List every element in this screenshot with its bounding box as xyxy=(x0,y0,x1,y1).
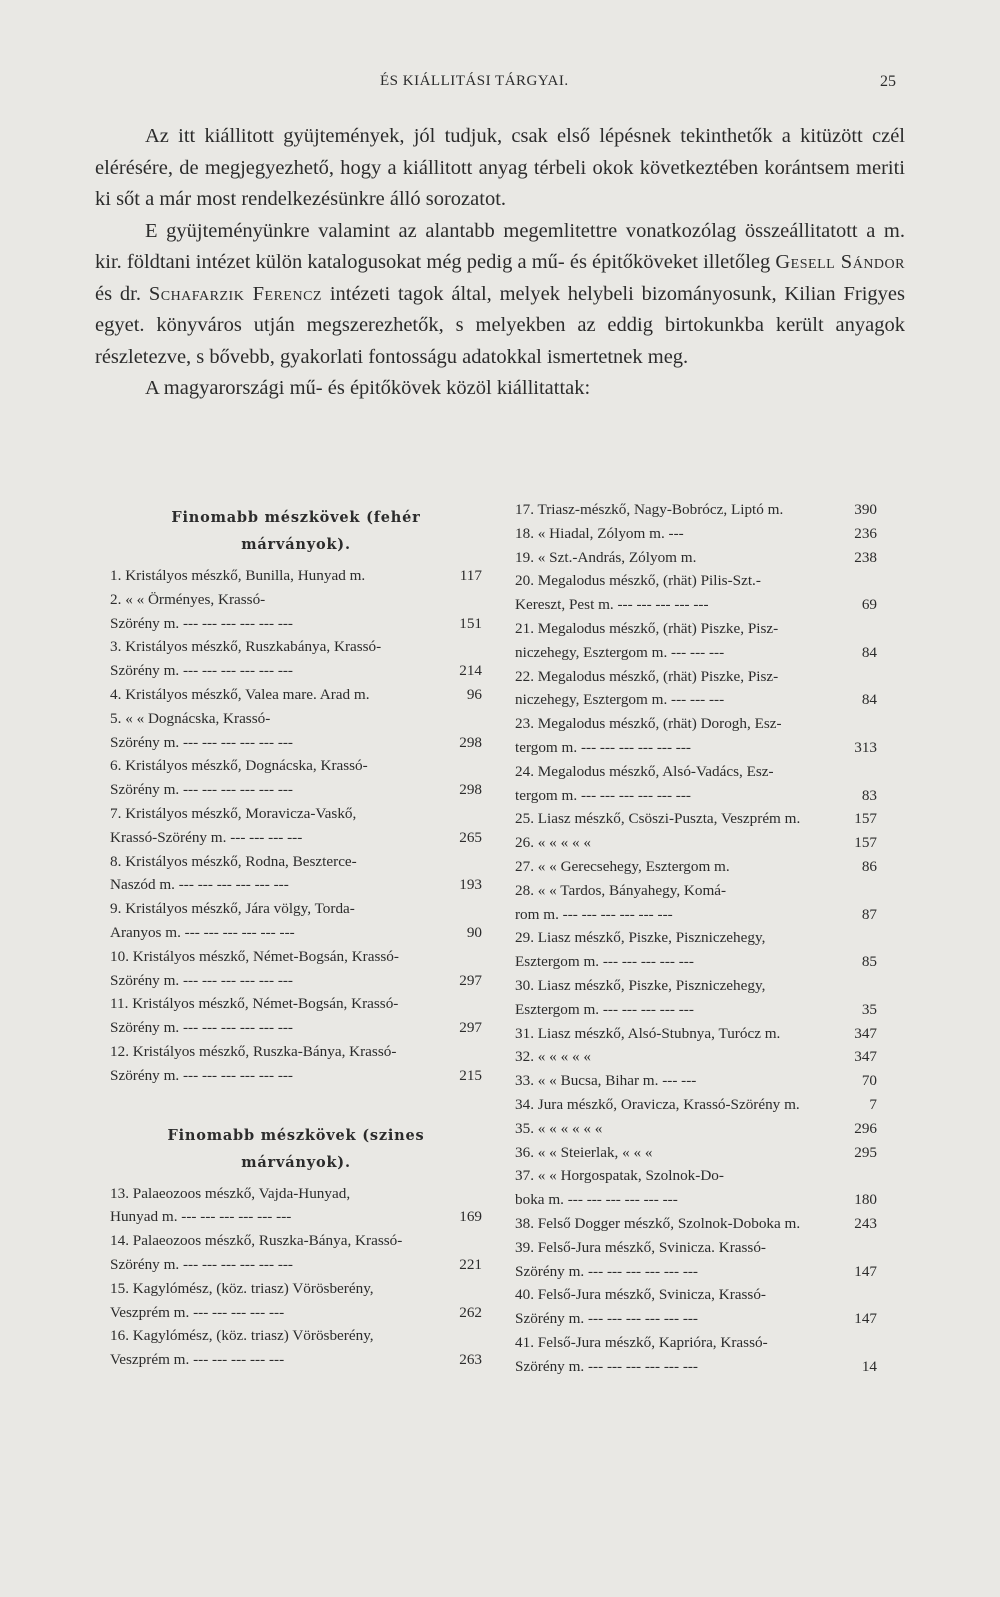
catalogue-entry xyxy=(515,498,877,522)
entry-count: 296 xyxy=(854,1119,877,1137)
entry-line: Szörény m. --- --- --- --- --- --- xyxy=(110,1019,293,1037)
entry-line: 13. Palaeozoos mészkő, Vajda-Hunyad, xyxy=(110,1184,351,1202)
catalogue-entry xyxy=(110,1229,482,1277)
catalogue-entry xyxy=(515,1283,877,1331)
entry-line: Szörény m. --- --- --- --- --- --- xyxy=(515,1262,698,1280)
intro-p2-part-a: E gyüjteményünkre valamint az alantabb megemlitettre vonatkozólag összeállitatott a m. kir. földtani intézet külön katalogusokat még pedig a mű- és épitőköveket illetőleg xyxy=(95,219,905,273)
left-column xyxy=(110,504,482,1372)
entry-line: boka m. --- --- --- --- --- --- xyxy=(515,1191,678,1209)
catalogue-entry xyxy=(110,1040,482,1088)
catalogue-entry xyxy=(110,992,482,1040)
entry-line: Kereszt, Pest m. --- --- --- --- --- xyxy=(515,596,709,614)
entry-line: Hunyad m. --- --- --- --- --- --- xyxy=(110,1208,292,1226)
entry-text xyxy=(515,760,843,808)
entry-line: 38. Felső Dogger mészkő, Szolnok-Doboka m. xyxy=(515,1214,801,1232)
entry-line: Szörény m. --- --- --- --- --- --- xyxy=(515,1310,698,1328)
catalogue-entry xyxy=(110,754,482,802)
entry-count: 69 xyxy=(861,596,877,614)
entry-text xyxy=(515,498,843,522)
catalogue-entry xyxy=(110,945,482,993)
entry-line: 22. Megalodus mészkő, (rhät) Piszke, Pisz- xyxy=(515,667,779,685)
catalogue-entry xyxy=(515,831,877,855)
entry-text xyxy=(110,754,448,802)
entry-line: 30. Liasz mészkő, Piszke, Piszniczehegy, xyxy=(515,976,766,994)
entry-count: 35 xyxy=(861,1000,877,1018)
entry-count: 221 xyxy=(459,1255,482,1273)
catalogue-entry xyxy=(515,926,877,974)
entry-text xyxy=(515,1212,843,1236)
entry-line: 32. « « « « « xyxy=(515,1048,591,1066)
entry-count: 297 xyxy=(459,1019,482,1037)
entry-line: Veszprém m. --- --- --- --- --- xyxy=(110,1303,285,1321)
entry-text xyxy=(515,1236,843,1284)
entry-count: 298 xyxy=(459,733,482,751)
entry-text xyxy=(110,1229,448,1277)
entry-count: 157 xyxy=(854,834,877,852)
entry-count: 84 xyxy=(861,643,877,661)
intro-paragraph-3: A magyarországi mű- és épitőkövek közöl kiállitattak: xyxy=(145,377,591,399)
entry-line: 4. Kristályos mészkő, Valea mare. Arad m. xyxy=(110,685,370,703)
catalogue-entry xyxy=(515,1117,877,1141)
entry-text xyxy=(110,588,448,636)
entry-list-coloured-marble xyxy=(110,1182,482,1372)
catalogue-entry xyxy=(110,1182,482,1230)
entry-line: 34. Jura mészkő, Oravicza, Krassó-Szörény m. xyxy=(515,1095,800,1113)
entry-text xyxy=(110,945,448,993)
entry-text xyxy=(515,855,843,879)
entry-line: 1. Kristályos mészkő, Bunilla, Hunyad m. xyxy=(110,567,366,584)
section-title-line: Finomabb mészkövek (szines xyxy=(167,1126,425,1144)
entry-line: Szörény m. --- --- --- --- --- --- xyxy=(110,733,293,751)
entry-line: 7. Kristályos mészkő, Moravicza-Vaskő, xyxy=(110,804,357,822)
entry-text xyxy=(110,1182,448,1230)
entry-text xyxy=(110,564,448,588)
catalogue-entry xyxy=(110,1324,482,1372)
entry-count: 7 xyxy=(869,1095,877,1113)
entry-text xyxy=(515,974,843,1022)
entry-count: 347 xyxy=(854,1048,877,1066)
entry-line: 5. « « Dognácska, Krassó- xyxy=(110,709,271,727)
entry-text xyxy=(110,707,448,755)
entry-line: niczehegy, Esztergom m. --- --- --- xyxy=(515,691,725,709)
entry-count: 84 xyxy=(861,691,877,709)
catalogue-entry xyxy=(515,855,877,879)
entry-line: 3. Kristályos mészkő, Ruszkabánya, Krassó- xyxy=(110,638,382,656)
entry-count: 347 xyxy=(854,1024,877,1042)
intro-paragraph-2 xyxy=(95,216,905,374)
catalogue-entry xyxy=(515,1164,877,1212)
entry-count: 87 xyxy=(861,905,877,923)
entry-list-white-marble xyxy=(110,564,482,1088)
entry-text xyxy=(110,992,448,1040)
entry-line: Szörény m. --- --- --- --- --- --- xyxy=(515,1357,698,1375)
entry-line: niczehegy, Esztergom m. --- --- --- xyxy=(515,643,725,661)
entry-line: 9. Kristályos mészkő, Jára völgy, Torda- xyxy=(110,900,355,918)
entry-line: Szörény m. --- --- --- --- --- --- xyxy=(110,1066,293,1084)
entry-text xyxy=(515,1069,843,1093)
entry-line: 2. « « Örményes, Krassó- xyxy=(110,590,266,608)
page-number: 25 xyxy=(880,73,896,90)
entry-text xyxy=(110,1040,448,1088)
catalogue-entry xyxy=(515,1045,877,1069)
entry-count: 263 xyxy=(459,1351,482,1369)
entry-line: 23. Megalodus mészkő, (rhät) Dorogh, Esz- xyxy=(515,715,782,733)
entry-count: 83 xyxy=(861,786,877,804)
entry-line: 24. Megalodus mészkő, Alsó-Vadács, Esz- xyxy=(515,762,774,780)
entry-line: Szörény m. --- --- --- --- --- --- xyxy=(110,614,293,632)
entry-text xyxy=(110,635,448,683)
intro-p2-part-b: és dr. xyxy=(95,282,149,305)
section-title-white-marble xyxy=(110,504,482,558)
entry-line: Krassó-Szörény m. --- --- --- --- xyxy=(110,828,303,846)
catalogue-entry xyxy=(110,588,482,636)
catalogue-entry xyxy=(110,635,482,683)
entry-line: 20. Megalodus mészkő, (rhät) Pilis-Szt.- xyxy=(515,572,761,590)
entry-count: 214 xyxy=(459,662,482,680)
author-name-schafarzik: Schafarzik Ferencz xyxy=(148,282,322,305)
entry-line: 33. « « Bucsa, Bihar m. --- --- xyxy=(515,1072,697,1090)
entry-text xyxy=(515,1022,843,1046)
entry-line: Szörény m. --- --- --- --- --- --- xyxy=(110,781,293,799)
catalogue-entry xyxy=(110,802,482,850)
entry-line: 6. Kristályos mészkő, Dognácska, Krassó- xyxy=(110,757,368,775)
entry-line: 28. « « Tardos, Bányahegy, Komá- xyxy=(515,881,727,899)
entry-count: 193 xyxy=(459,876,482,894)
entry-text xyxy=(515,665,843,713)
entry-count: 85 xyxy=(861,953,877,971)
entry-line: 40. Felső-Jura mészkő, Svinicza, Krassó- xyxy=(515,1286,766,1304)
entry-count: 297 xyxy=(459,971,482,989)
entry-line: rom m. --- --- --- --- --- --- xyxy=(515,905,673,923)
entry-list-right xyxy=(515,498,877,1378)
entry-line: 27. « « Gerecsehegy, Esztergom m. xyxy=(515,857,730,875)
entry-line: Veszprém m. --- --- --- --- --- xyxy=(110,1351,285,1369)
catalogue-entry xyxy=(515,1141,877,1165)
catalogue-entry xyxy=(515,807,877,831)
entry-text xyxy=(515,1045,843,1069)
catalogue-entry xyxy=(110,564,482,588)
entry-line: 21. Megalodus mészkő, (rhät) Piszke, Pisz- xyxy=(515,619,779,637)
catalogue-entry xyxy=(515,1093,877,1117)
catalogue-entry xyxy=(515,569,877,617)
catalogue-entry xyxy=(110,850,482,898)
entry-line: 12. Kristályos mészkő, Ruszka-Bánya, Krassó- xyxy=(110,1042,397,1060)
entry-count: 390 xyxy=(854,501,877,518)
entry-line: 18. « Hiadal, Zólyom m. --- xyxy=(515,524,684,542)
entry-line: 11. Kristályos mészkő, Német-Bogsán, Krassó- xyxy=(110,995,399,1013)
catalogue-entry xyxy=(110,897,482,945)
entry-text xyxy=(110,683,448,707)
entry-line: 37. « « Horgospatak, Szolnok-Do- xyxy=(515,1167,724,1185)
entry-text xyxy=(515,1117,843,1141)
section-title-line: márványok). xyxy=(241,536,351,553)
intro-p2-part-c: intézeti tagok által, melyek helybeli bizományosunk, Kilian Frigyes egyet. könyváros utján megszerezhetők, s melyekben az eddig birtokunkba került anyagok részletezve, s bővebb, gyakorlati fontosságu adatokkal ismertetnek meg. xyxy=(95,282,905,368)
entry-line: Szörény m. --- --- --- --- --- --- xyxy=(110,971,293,989)
entry-count: 14 xyxy=(861,1357,877,1375)
entry-count: 86 xyxy=(861,857,877,875)
entry-line: 19. « Szt.-András, Zólyom m. xyxy=(515,548,697,566)
entry-text xyxy=(515,1164,843,1212)
entry-line: 31. Liasz mészkő, Alsó-Stubnya, Turócz m. xyxy=(515,1024,781,1042)
entry-count: 243 xyxy=(854,1214,877,1232)
entry-count: 90 xyxy=(466,923,482,941)
catalogue-entry xyxy=(110,683,482,707)
catalogue-entry xyxy=(515,617,877,665)
entry-count: 298 xyxy=(459,781,482,799)
entry-line: 41. Felső-Jura mészkő, Kaprióra, Krassó- xyxy=(515,1333,768,1351)
entry-line: 36. « « Steierlak, « « « xyxy=(515,1143,653,1161)
right-column xyxy=(515,498,877,1378)
entry-line: 25. Liasz mészkő, Csöszi-Puszta, Veszprém m. xyxy=(515,810,801,828)
entry-count: 70 xyxy=(861,1072,877,1090)
catalogue-entry xyxy=(110,1277,482,1325)
entry-text xyxy=(515,712,843,760)
entry-text xyxy=(515,831,843,855)
entry-text xyxy=(515,926,843,974)
entry-count: 117 xyxy=(459,567,482,584)
entry-text xyxy=(110,1277,448,1325)
entry-line: Esztergom m. --- --- --- --- --- xyxy=(515,953,694,971)
entry-line: Szörény m. --- --- --- --- --- --- xyxy=(110,662,293,680)
section-title-line: márványok). xyxy=(241,1153,351,1171)
entry-count: 236 xyxy=(854,524,877,542)
entry-text xyxy=(515,807,843,831)
entry-line: 8. Kristályos mészkő, Rodna, Beszterce- xyxy=(110,852,357,870)
entry-line: Szörény m. --- --- --- --- --- --- xyxy=(110,1255,293,1273)
entry-line: 16. Kagylómész, (köz. triasz) Vörösberény, xyxy=(110,1327,374,1345)
entry-count: 157 xyxy=(854,810,877,828)
catalogue-entry xyxy=(515,1331,877,1379)
entry-text xyxy=(110,850,448,898)
running-header: ÉS KIÁLLITÁSI TÁRGYAI. xyxy=(380,73,569,89)
catalogue-entry xyxy=(515,879,877,927)
entry-line: Aranyos m. --- --- --- --- --- --- xyxy=(110,923,295,941)
entry-text xyxy=(515,522,843,546)
entry-text xyxy=(515,546,843,570)
entry-text xyxy=(110,1324,448,1372)
entry-text xyxy=(515,617,843,665)
entry-count: 265 xyxy=(459,828,482,846)
author-name-gesell: Gesell Sándor xyxy=(775,251,905,273)
catalogue-entry xyxy=(515,712,877,760)
entry-text xyxy=(515,1141,843,1165)
catalogue-entry xyxy=(515,760,877,808)
entry-count: 151 xyxy=(459,614,482,632)
entry-count: 238 xyxy=(854,548,877,566)
intro-paragraph-1: Az itt kiállitott gyüjtemények, jól tudjuk, csak első lépésnek tekinthetők a kitüzött czél elérésére, de megjegyezhető, hogy a kiállitott anyag térbeli okok következtében korántsem meriti ki sőt a már most rendelkezésünkre álló sorozatot. xyxy=(95,125,905,210)
entry-text xyxy=(515,569,843,617)
entry-line: Naszód m. --- --- --- --- --- --- xyxy=(110,876,289,894)
entry-count: 262 xyxy=(459,1303,482,1321)
entry-line: tergom m. --- --- --- --- --- --- xyxy=(515,786,691,804)
entry-text xyxy=(110,897,448,945)
entry-count: 295 xyxy=(854,1143,877,1161)
catalogue-entry xyxy=(515,522,877,546)
entry-text xyxy=(515,1283,843,1331)
catalogue-entry xyxy=(515,1069,877,1093)
entry-line: 35. « « « « « « xyxy=(515,1119,603,1137)
entry-count: 96 xyxy=(466,685,482,703)
catalogue-entry xyxy=(515,665,877,713)
entry-text xyxy=(515,1093,843,1117)
entry-count: 180 xyxy=(854,1191,877,1209)
entry-line: tergom m. --- --- --- --- --- --- xyxy=(515,738,691,756)
catalogue-entry xyxy=(515,1022,877,1046)
entry-line: 39. Felső-Jura mészkő, Svinicza. Krassó- xyxy=(515,1238,766,1256)
entry-line: 26. « « « « « xyxy=(515,834,591,852)
catalogue-entry xyxy=(515,546,877,570)
entry-count: 147 xyxy=(854,1310,877,1328)
entry-text xyxy=(110,802,448,850)
entry-line: 10. Kristályos mészkő, Német-Bogsán, Krassó- xyxy=(110,947,399,965)
entry-count: 215 xyxy=(459,1066,482,1084)
entry-count: 313 xyxy=(854,738,877,756)
catalogue-entry xyxy=(515,1236,877,1284)
entry-line: 17. Triasz-mészkő, Nagy-Bobrócz, Liptó m. xyxy=(515,501,784,518)
entry-text xyxy=(515,879,843,927)
section-title-line: Finomabb mészkövek (fehér xyxy=(171,509,421,526)
entry-count: 169 xyxy=(459,1208,482,1226)
section-title-coloured-marble xyxy=(110,1122,482,1176)
entry-line: 15. Kagylómész, (köz. triasz) Vörösberény, xyxy=(110,1279,374,1297)
entry-line: 14. Palaeozoos mészkő, Ruszka-Bánya, Krassó- xyxy=(110,1232,403,1250)
catalogue-entry xyxy=(515,974,877,1022)
catalogue-entry xyxy=(515,1212,877,1236)
entry-count: 147 xyxy=(854,1262,877,1280)
entry-line: 29. Liasz mészkő, Piszke, Piszniczehegy, xyxy=(515,929,766,947)
intro-text xyxy=(95,121,905,405)
entry-line: Esztergom m. --- --- --- --- --- xyxy=(515,1000,694,1018)
catalogue-entry xyxy=(110,707,482,755)
entry-text xyxy=(515,1331,843,1379)
